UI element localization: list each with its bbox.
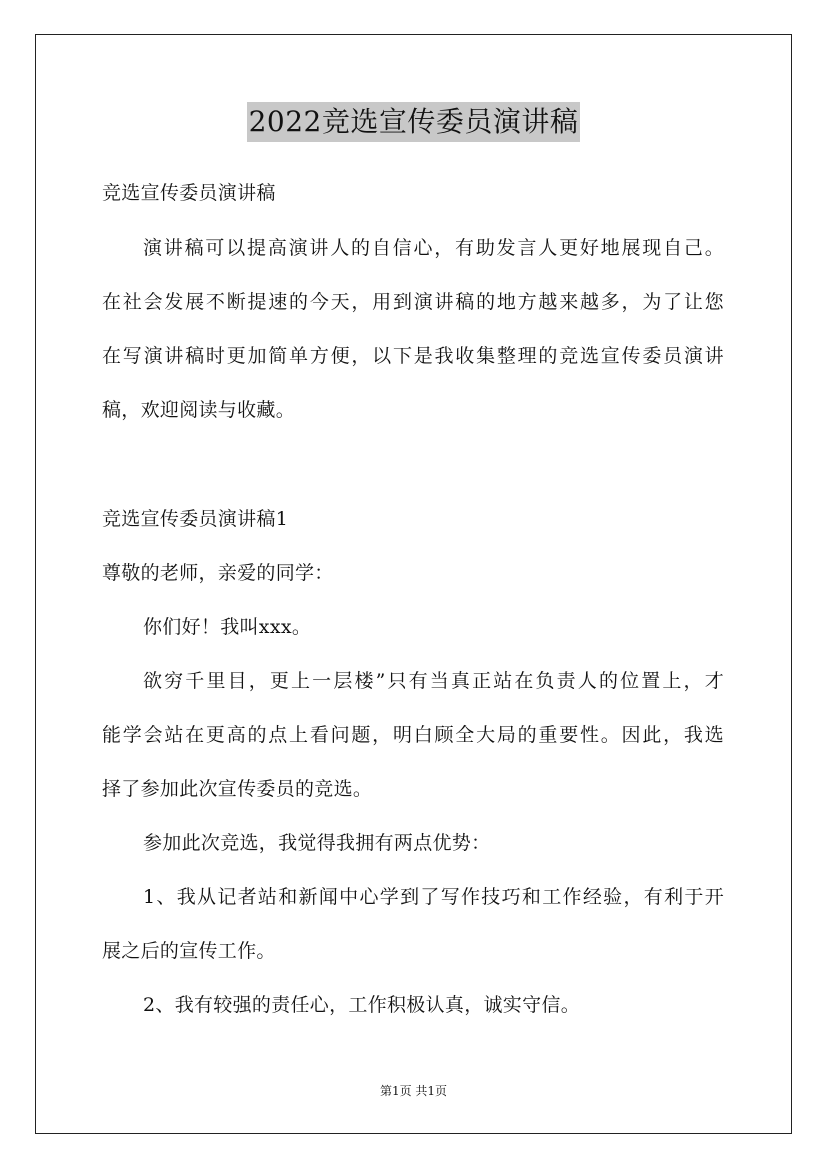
intro-line-4: 稿，欢迎阅读与收藏。 (102, 399, 296, 421)
intro-line-1: 演讲稿可以提高演讲人的自信心，有助发言人更好地展现自己。 (143, 237, 724, 259)
section-heading: 竞选宣传委员演讲稿1 (102, 508, 289, 530)
para1-line-1: 欲穷千里目，更上一层楼”只有当真正站在负责人的位置上，才 (143, 670, 724, 692)
page-footer: 第1页 共1页 (379, 1084, 448, 1098)
para2: 参加此次竞选，我觉得我拥有两点优势： (143, 832, 491, 854)
title-container (0, 102, 827, 142)
point1-line-1: 1、我从记者站和新闻中心学到了写作技巧和工作经验，有利于开 (143, 886, 724, 908)
greeting: 你们好！我叫xxx。 (143, 616, 312, 638)
para1-line-2: 能学会站在更高的点上看问题，明白顾全大局的重要性。因此，我选 (102, 724, 724, 746)
document-title: 2022竞选宣传委员演讲稿 (247, 102, 581, 142)
document-subtitle: 竞选宣传委员演讲稿 (102, 182, 276, 204)
intro-line-3: 在写演讲稿时更加简单方便，以下是我收集整理的竞选宣传委员演讲 (102, 345, 724, 367)
point2: 2、我有较强的责任心，工作积极认真，诚实守信。 (143, 994, 580, 1016)
salutation: 尊敬的老师，亲爱的同学： (102, 562, 334, 584)
point1-line-2: 展之后的宣传工作。 (102, 940, 276, 962)
intro-line-2: 在社会发展不断提速的今天，用到演讲稿的地方越来越多，为了让您 (102, 291, 724, 313)
para1-line-3: 择了参加此次宣传委员的竞选。 (102, 778, 373, 800)
